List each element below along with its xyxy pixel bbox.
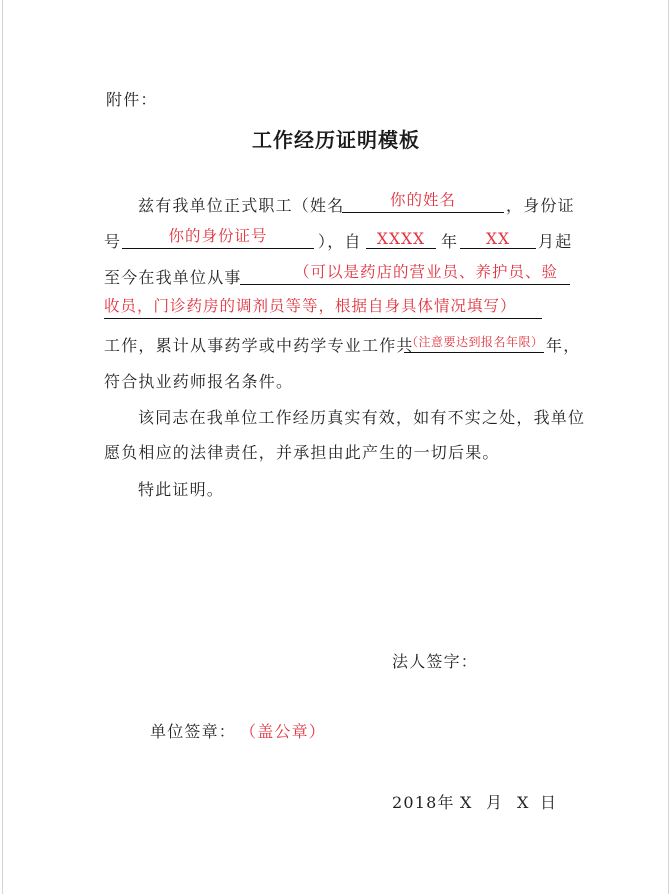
job-fill-line-2: 收员，门诊药房的调剂员等等，根据自身具体情况填写） — [104, 297, 517, 315]
page-title: 工作经历证明模板 — [252, 128, 420, 152]
start-year-fill: XXXX — [376, 230, 426, 248]
job-line-prefix: 至今在我单位从事 — [104, 268, 242, 287]
years-fill: （注意要达到报名年限） — [406, 335, 544, 349]
years-line-prefix: 工作，累计从事药学或中药学专业工作共 — [104, 336, 414, 355]
stamp-label: 单位签章： — [150, 722, 237, 741]
date-day-char: 日 — [540, 793, 558, 812]
attachment-label: 附件： — [106, 90, 158, 109]
date-month: X — [460, 793, 473, 812]
job-fill-line-1: （可以是药店的营业员、养护员、验 — [294, 263, 559, 281]
id-line-prefix: 号 — [104, 232, 122, 251]
name-line-prefix: 兹有我单位正式职工（姓名 — [138, 196, 345, 215]
name-underline — [342, 212, 504, 213]
id-fill: 你的身份证号 — [168, 227, 268, 245]
start-month-underline — [460, 248, 536, 249]
month-line-suffix: 月起 — [538, 232, 573, 251]
date-year: 2018年 — [392, 793, 455, 812]
name-fill: 你的姓名 — [389, 191, 456, 209]
name-line-suffix: ，身份证 — [506, 196, 575, 215]
years-line-suffix: 年， — [546, 336, 581, 355]
signature-label: 法人签字： — [392, 652, 479, 671]
para2-line-1: 该同志在我单位工作经历真实有效，如有不实之处，我单位 — [138, 408, 586, 427]
year-char: 年 — [441, 232, 459, 251]
id-line-mid: ），自 — [318, 232, 362, 251]
job-underline-1 — [240, 284, 570, 285]
certify-line: 特此证明。 — [138, 480, 225, 499]
start-month-fill: XX — [485, 230, 511, 248]
para2-line-2: 愿负相应的法律责任，并承担由此产生的一切后果。 — [104, 443, 500, 462]
date-month-char: 月 — [486, 793, 504, 812]
id-underline — [122, 248, 314, 249]
job-underline-2 — [104, 318, 542, 319]
date-day: X — [517, 793, 530, 812]
start-year-underline — [366, 248, 436, 249]
qualification-line: 符合执业药师报名条件。 — [104, 372, 294, 391]
stamp-fill: （盖公章） — [240, 722, 327, 741]
years-underline — [404, 352, 544, 353]
